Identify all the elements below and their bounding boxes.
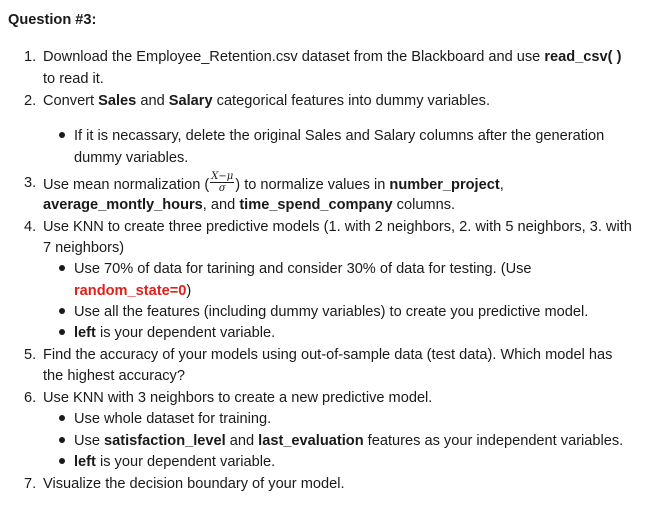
item-number-2: 2.: [24, 93, 37, 109]
item-4-line-2: 7 neighbors): [43, 240, 125, 256]
bullet-dot: [59, 415, 65, 421]
item-number-6: 6.: [24, 390, 37, 406]
time-spend-company-column: time_spend_company: [239, 197, 393, 213]
item-6-line-1: Use KNN with 3 neighbors to create a new predictive model.: [43, 390, 433, 406]
item-7-line-1: Visualize the decision boundary of your model.: [43, 476, 345, 492]
satisfaction-level-feature: satisfaction_level: [104, 433, 226, 449]
item-4-bullet-2: Use all the features (including dummy variables) to create you predictive model.: [74, 304, 589, 320]
item-3-text-b: ) to normalize values in: [235, 176, 390, 193]
item-4-bullet-3-text: is your dependent variable.: [95, 325, 276, 341]
item-number-1: 1.: [24, 49, 37, 65]
item-2-bullet-1-line-1: If it is necassary, delete the original Sales and Salary columns after the generation: [74, 128, 605, 144]
item-4-bullet-1-line-2: [74, 282, 191, 300]
item-6-bullet-3: [74, 453, 275, 471]
left-variable: left: [74, 325, 96, 341]
item-number-5: 5.: [24, 347, 37, 363]
item-6-bullet-2: [74, 432, 623, 450]
item-1-line-2: to read it.: [43, 71, 104, 87]
question-title: Question #3:: [8, 12, 97, 28]
item-6-bullet-2-a: Use: [74, 433, 105, 449]
bullet-dot: [59, 132, 65, 138]
sales-feature: Sales: [98, 93, 137, 109]
item-number-3: 3.: [24, 175, 37, 191]
item-1-text: Download the Employee_Retention.csv dataset from the Blackboard and use: [43, 49, 545, 65]
item-3-line-1: [43, 171, 504, 196]
item-4-bullet-1-close: ): [186, 283, 192, 299]
left-variable: left: [74, 454, 96, 470]
item-6-bullet-3-text: is your dependent variable.: [95, 454, 276, 470]
item-4-line-1: Use KNN to create three predictive models (1. with 2 neighbors, 2. with 5 neighbors, 3. with: [43, 219, 632, 235]
item-2-text-c: and: [136, 93, 169, 109]
item-5-line-2: the highest accuracy?: [43, 368, 185, 384]
item-3-text-h: columns.: [392, 197, 456, 213]
item-6-bullet-2-c: and: [225, 433, 259, 449]
item-number-7: 7.: [24, 476, 37, 492]
item-2-text-e: categorical features into dummy variables.: [212, 93, 491, 109]
last-evaluation-feature: last_evaluation: [258, 433, 364, 449]
item-3-line-2: [43, 196, 455, 214]
number-project-column: number_project: [389, 176, 500, 193]
question-heading: [8, 11, 96, 29]
item-6-bullet-2-e: features as your independent variables.: [363, 433, 624, 449]
bullet-dot: [59, 265, 65, 271]
item-2-bullet-1-line-2: dummy variables.: [74, 150, 189, 166]
salary-feature: Salary: [168, 93, 213, 109]
bullet-dot: [59, 458, 65, 464]
item-4-bullet-3: [74, 324, 275, 342]
formula-denominator: σ: [218, 183, 226, 194]
item-1-line-1: [43, 48, 621, 66]
item-2-text-a: Convert: [43, 93, 99, 109]
average-montly-hours-column: average_montly_hours: [43, 197, 203, 213]
item-3-comma: ,: [499, 176, 504, 193]
random-state-param: random_state=0: [74, 283, 187, 299]
item-2-line-1: [43, 92, 490, 110]
bullet-dot: [59, 308, 65, 314]
item-3-text-a: Use mean normalization (: [43, 176, 210, 193]
bullet-dot: [59, 437, 65, 443]
item-5-line-1: Find the accuracy of your models using out-of-sample data (test data). Which model has: [43, 347, 613, 363]
read-csv-code: read_csv( ): [544, 49, 622, 65]
mean-normalization-formula: [210, 172, 234, 194]
formula-numerator: X−μ: [211, 171, 234, 182]
bullet-dot: [59, 329, 65, 335]
item-number-4: 4.: [24, 219, 37, 235]
item-4-bullet-1-line-1: Use 70% of data for tarining and consider 30% of data for testing. (Use: [74, 261, 532, 277]
item-3-text-f: , and: [202, 197, 240, 213]
item-6-bullet-1: Use whole dataset for training.: [74, 411, 272, 427]
